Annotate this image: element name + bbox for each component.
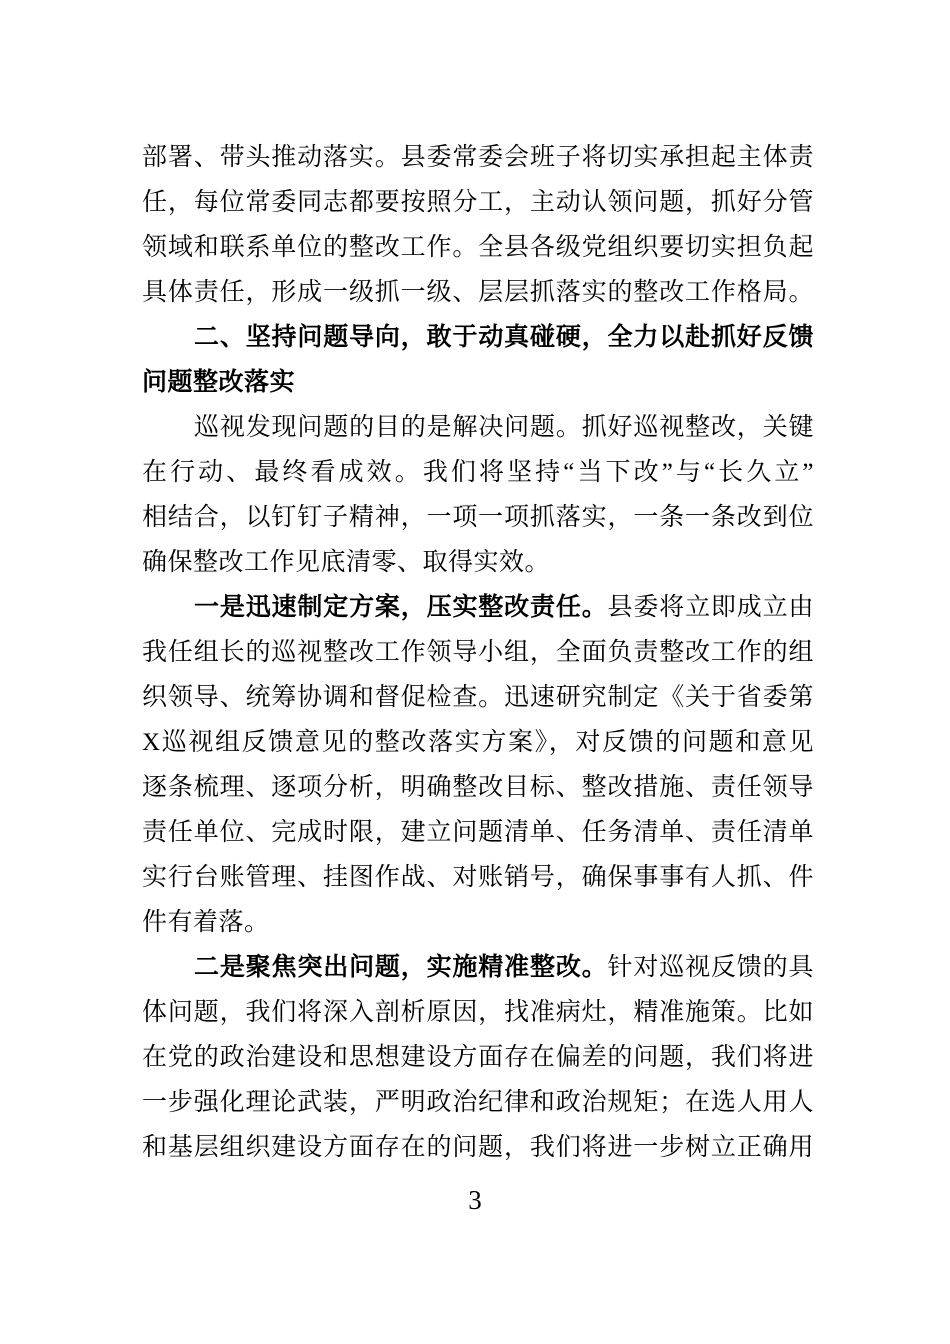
text-segment: 体问题，我们将深入剖析原因，找准病灶，精准施策。比如 <box>142 999 814 1026</box>
text-segment: X巡视组反馈意见的整改落实方案》，对反馈的问题和意见 <box>142 729 814 756</box>
text-line <box>142 945 814 990</box>
text-line <box>142 855 814 900</box>
text-segment: 针对巡视反馈的具 <box>607 954 814 981</box>
text-segment: 部署、带头推动落实。县委常委会班子将切实承担起主体责 <box>142 144 814 171</box>
text-line <box>142 765 814 810</box>
text-segment: 实行台账管理、挂图作战、对账销号，确保事事有人抓、件 <box>142 864 814 891</box>
text-segment: 和基层组织建设方面存在的问题，我们将进一步树立正确用 <box>142 1134 814 1161</box>
text-line <box>142 225 814 270</box>
bold-text-segment: 一是迅速制定方案，压实整改责任。 <box>194 594 608 621</box>
text-segment: 在党的政治建设和思想建设方面存在偏差的问题，我们将进 <box>142 1044 814 1071</box>
text-segment: 我任组长的巡视整改工作领导小组，全面负责整改工作的组 <box>142 639 814 666</box>
text-segment: 领域和联系单位的整改工作。全县各级党组织要切实担负起 <box>142 234 814 261</box>
text-segment: 在行动、最终看成效。我们将坚持“当下改”与“长久立” <box>142 459 814 486</box>
text-segment: 织领导、统筹协调和督促检查。迅速研究制定《关于省委第 <box>142 684 814 711</box>
text-segment: 任，每位常委同志都要按照分工，主动认领问题，抓好分管 <box>142 189 814 216</box>
heading-line <box>142 315 814 360</box>
text-line <box>142 450 814 495</box>
text-line <box>142 810 814 855</box>
text-line <box>142 1035 814 1080</box>
text-line <box>142 180 814 225</box>
text-line <box>142 585 814 630</box>
text-line <box>142 675 814 720</box>
text-segment: 件有着落。 <box>142 909 270 936</box>
text-line <box>142 1080 814 1125</box>
text-line <box>142 990 814 1035</box>
text-line <box>142 495 814 540</box>
text-line <box>142 1125 814 1170</box>
text-line <box>142 630 814 675</box>
page-number: 3 <box>468 1185 482 1215</box>
text-segment: 具体责任，形成一级抓一级、层层抓落实的整改工作格局。 <box>142 279 814 306</box>
bold-text-segment: 二是聚焦突出问题，实施精准整改。 <box>194 954 608 981</box>
text-line <box>142 135 814 180</box>
text-segment: 相结合，以钉钉子精神，一项一项抓落实，一条一条改到位 <box>142 504 814 531</box>
text-line <box>142 900 814 945</box>
text-segment: 巡视发现问题的目的是解决问题。抓好巡视整改，关键 <box>194 414 814 441</box>
text-line <box>142 720 814 765</box>
text-segment: 确保整改工作见底清零、取得实效。 <box>142 549 551 576</box>
text-segment: 一步强化理论武装，严明政治纪律和政治规矩；在选人用人 <box>142 1089 814 1116</box>
text-line <box>142 270 814 315</box>
text-line <box>142 540 814 585</box>
text-line <box>142 405 814 450</box>
text-block <box>142 135 814 1170</box>
text-segment: 县委将立即成立由 <box>607 594 814 621</box>
text-segment: 逐条梳理、逐项分析，明确整改目标、整改措施、责任领导 <box>142 774 814 801</box>
text-segment: 责任单位、完成时限，建立问题清单、任务清单、责任清单 <box>142 819 814 846</box>
bold-text-segment: 问题整改落实 <box>142 368 296 396</box>
bold-text-segment: 二、坚持问题导向，敢于动真碰硬，全力以赴抓好反馈 <box>194 323 814 351</box>
heading-line <box>142 360 814 405</box>
